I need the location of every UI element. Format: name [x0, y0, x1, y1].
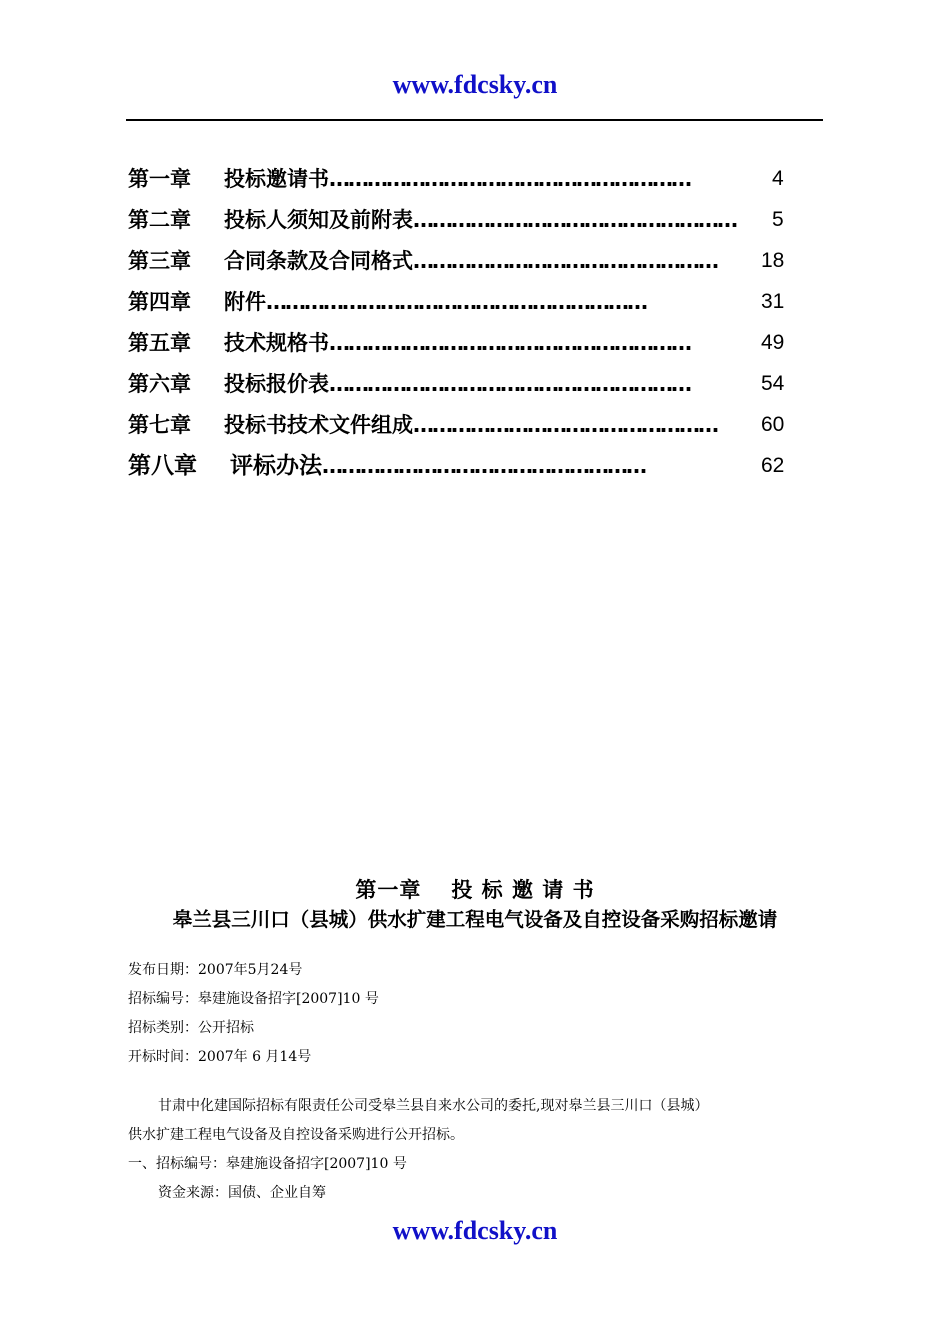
toc-page: 4	[772, 167, 784, 190]
toc-entry[interactable]	[128, 245, 828, 286]
toc-leader: ……………………………………………	[322, 454, 645, 478]
toc-title: 技术规格书	[224, 331, 329, 355]
toc-leader: ……………………………………………………	[266, 290, 646, 314]
toc-chapter: 第六章	[128, 372, 191, 396]
item-tender-number: 一、招标编号：皋建施设备招字[2007]10 号	[128, 1156, 407, 1172]
chapter-heading	[0, 874, 950, 904]
toc-chapter: 第五章	[128, 331, 191, 355]
footer-site-link[interactable]: www.fdcsky.cn	[392, 1216, 558, 1245]
table-of-contents	[128, 163, 828, 491]
toc-entry[interactable]	[128, 163, 828, 204]
intro-paragraph-line1: 甘肃中化建国际招标有限责任公司受皋兰县自来水公司的委托,现对皋兰县三川口（县城）	[158, 1098, 709, 1114]
toc-page: 60	[761, 413, 785, 436]
header-rule	[126, 119, 823, 121]
toc-leader: …………………………………………………	[329, 372, 690, 396]
toc-entry[interactable]	[128, 450, 828, 491]
invitation-body	[128, 1092, 828, 1208]
toc-title: 合同条款及合同格式	[224, 249, 413, 273]
toc-chapter: 第四章	[128, 290, 191, 314]
toc-entry[interactable]	[128, 286, 828, 327]
toc-leader: ……………………………………………	[413, 208, 736, 232]
toc-leader: …………………………………………	[413, 413, 717, 437]
toc-title: 投标邀请书	[224, 167, 329, 191]
toc-page: 18	[761, 249, 785, 272]
toc-page: 31	[761, 290, 785, 313]
opening-time: 开标时间：2007年 6 月14号	[128, 1049, 312, 1065]
item-fund-source: 资金来源：国债、企业自筹	[158, 1185, 326, 1201]
toc-leader: …………………………………………………	[329, 167, 690, 191]
toc-chapter: 第八章	[128, 453, 197, 479]
toc-page: 62	[761, 454, 785, 477]
toc-entry[interactable]	[128, 409, 828, 450]
toc-title: 投标书技术文件组成	[224, 413, 413, 437]
chapter-number: 第一章	[355, 877, 422, 902]
tender-type: 招标类别：公开招标	[128, 1020, 254, 1036]
intro-paragraph-line2: 供水扩建工程电气设备及自控设备采购进行公开招标。	[128, 1127, 464, 1143]
toc-title: 评标办法	[230, 453, 322, 479]
toc-chapter: 第二章	[128, 208, 191, 232]
toc-entry[interactable]	[128, 327, 828, 368]
toc-chapter: 第七章	[128, 413, 191, 437]
header-site-link[interactable]: www.fdcsky.cn	[392, 70, 558, 99]
toc-entry[interactable]	[128, 368, 828, 409]
publish-date: 发布日期：2007年5月24号	[128, 962, 303, 978]
toc-title: 投标人须知及前附表	[224, 208, 413, 232]
toc-leader: …………………………………………	[413, 249, 717, 273]
chapter-title: 投 标 邀 请 书	[451, 877, 595, 902]
toc-title: 附件	[224, 290, 266, 314]
toc-leader: …………………………………………………	[329, 331, 690, 355]
toc-chapter: 第一章	[128, 167, 191, 191]
toc-page: 5	[772, 208, 784, 231]
invitation-subtitle: 皋兰县三川口（县城）供水扩建工程电气设备及自控设备采购招标邀请	[172, 908, 778, 931]
toc-entry[interactable]	[128, 204, 828, 245]
toc-page: 54	[761, 372, 785, 395]
toc-title: 投标报价表	[224, 372, 329, 396]
toc-page: 49	[761, 331, 785, 354]
tender-meta	[128, 956, 379, 1072]
toc-chapter: 第三章	[128, 249, 191, 273]
tender-number: 招标编号：皋建施设备招字[2007]10 号	[128, 991, 379, 1007]
